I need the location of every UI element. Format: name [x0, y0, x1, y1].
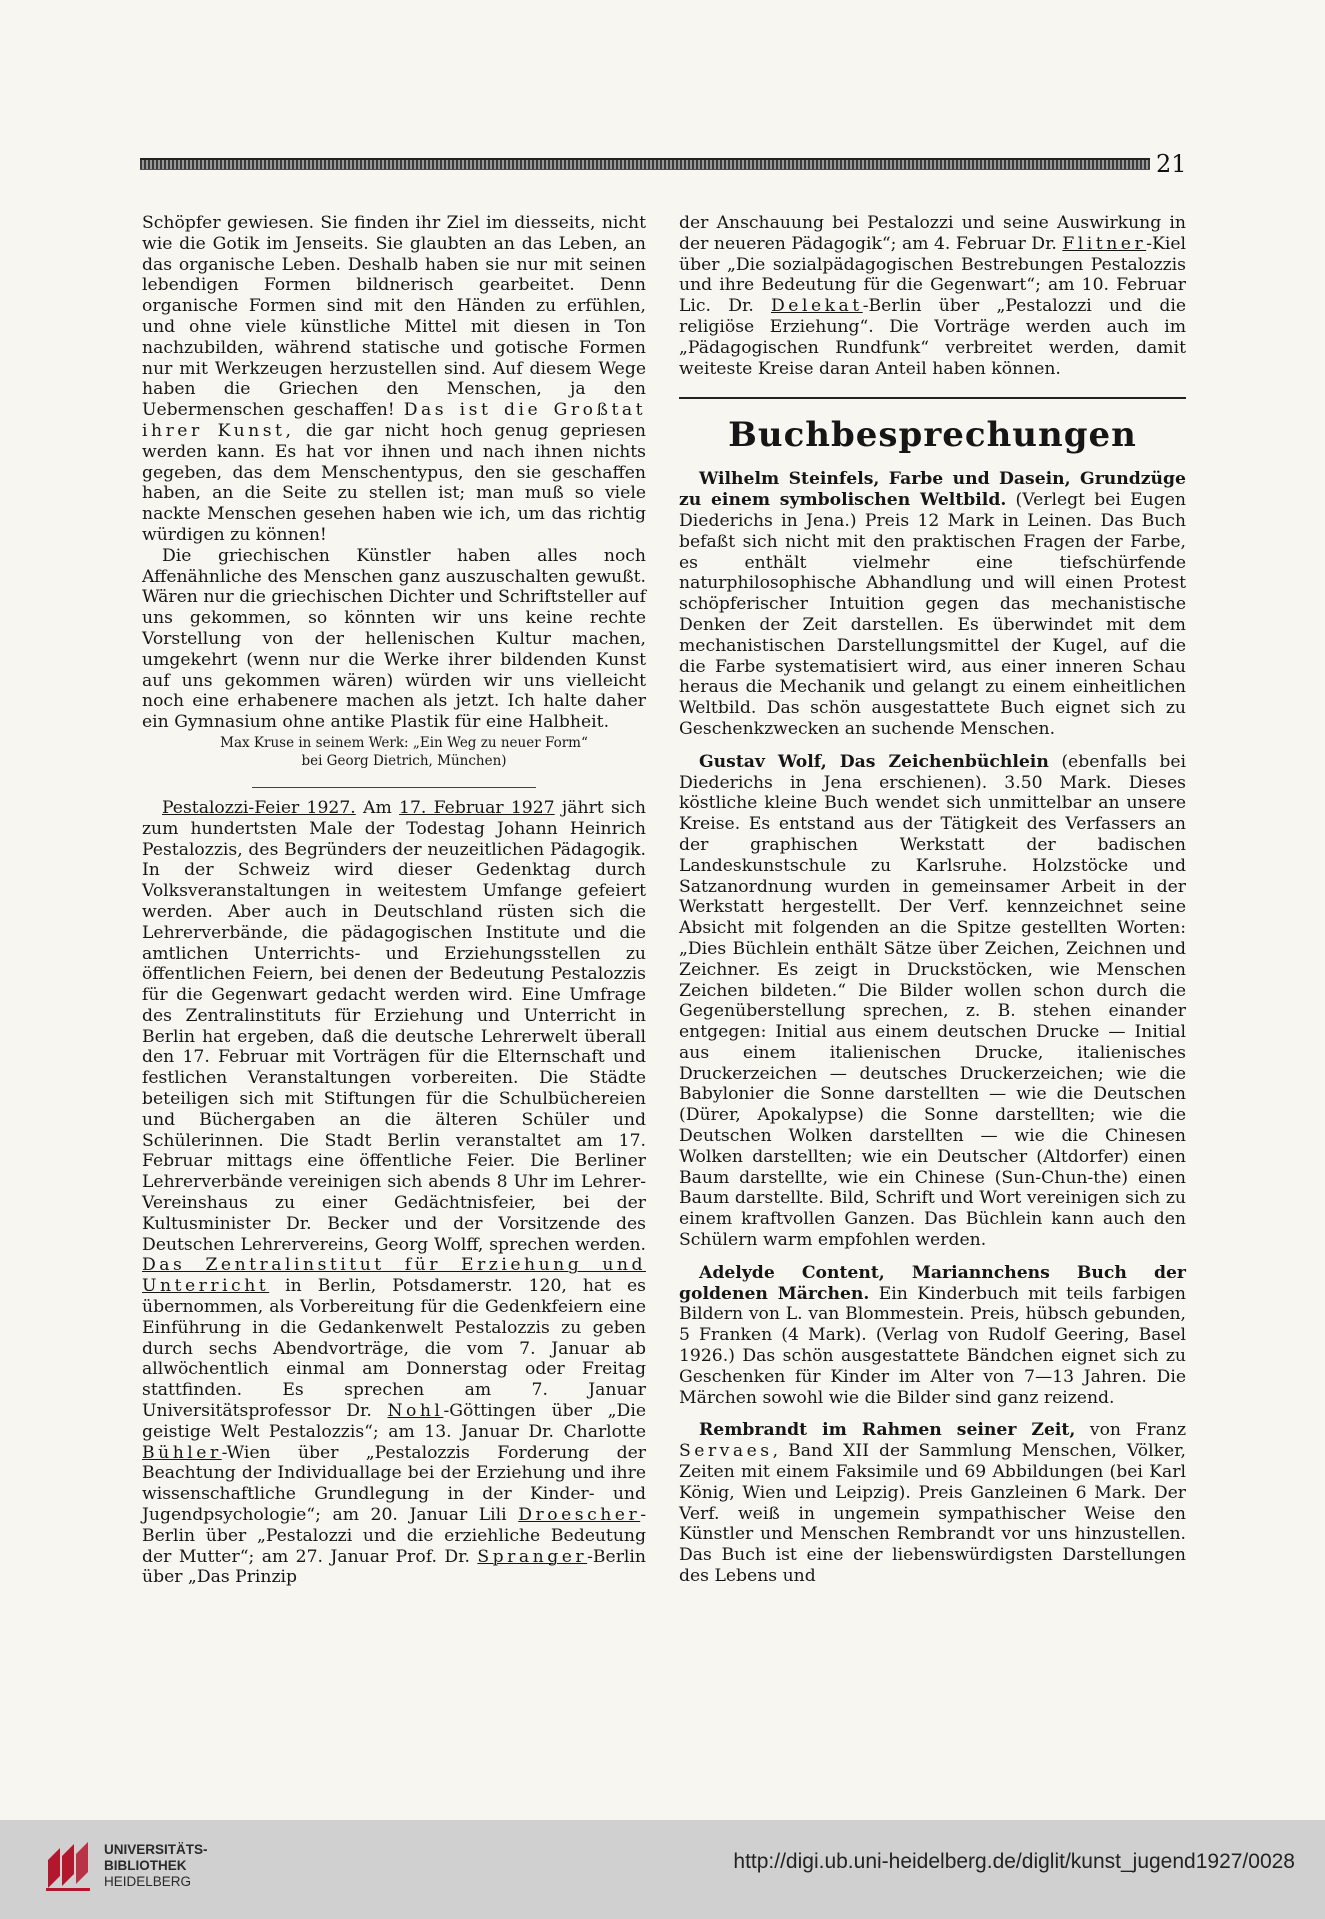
review-heading: Gustav Wolf, Das Zeichenbüchlein — [699, 751, 1049, 772]
source-url[interactable]: http://digi.ub.uni-heidelberg.de/diglit/kunst_jugend1927/0028 — [733, 1850, 1295, 1873]
right-column — [679, 213, 1186, 1599]
review-rembrandt — [679, 1420, 1186, 1586]
review-body: (ebenfalls bei Diederichs in Jena erschienen). 3.50 Mark. Dieses köstliche kleine Buch wendet sich unmittelbar an unsere Kreise. Es entstand aus der Tätigkeit des Verfassers an der graphischen Werkstatt der badischen Landeskunstschule zu Karlsruhe. Holzstöcke und Satzanordnung wurden in gemeinsamer Arbeit in der Werkstatt hergestellt. Der Verf. kennzeichnet seine Absicht mit folgenden an die Spitze gestellten Worten: „Dies Büchlein enthält Sätze über Zeichen, Zeichnen und Zeichner. Es zeigt in Druckstöcken, wie Menschen Zeichen bildeten.“ Die Bilder wollen schon durch die Gegenüberstellung sprechen, z. B. stehen einander entgegen: Initial aus einem deutschen Drucke — Initial aus einem italienischen Drucke, italienisches Druckerzeichen — deutsches Druckerzeichen; wie die Babylonier die Sonne darstellten — wie die Deutschen (Dürer, Apokalypse) die Sonne darstellten; wie die Deutschen Wolken darstellten — wie die Chinesen Wolken darstellten; wie ein Deutscher (Altdorfer) einen Baum darstellte, wie ein Chinese (Sun-Chun-the) einen Baum darstellte. Bild, Schrift und Wort vereinigen sich zu einem kraftvollen Ganzen. Das Büchlein kann auch den Schülern warm empfohlen werden. — [679, 751, 1186, 1251]
text: Schöpfer gewiesen. Sie finden ihr Ziel im diesseits, nicht wie die Gotik im Jenseits. Sie glaubten an das Leben, an das organische Leben. Deshalb haben sie nur mit seinen lebendigen Formen bildnerisch gearbeitet. Denn organische Formen sind mit den Händen zu erfühlen, und ohne viele künstliche Mittel mit diesen in Ton nachzubilden, während statische und gotische Formen nur mit Werkzeugen herzustellen sind. Auf diesem Wege haben die Griechen den Menschen, ja den Uebermenschen geschaffen! — [142, 213, 646, 421]
source-citation-line1: Max Kruse in seinem Werk: „Ein Weg zu neuer Form“ — [220, 734, 588, 751]
paragraph-lectures-continued — [679, 213, 1186, 379]
spaced-emphasis: Das ist die Großtat ihrer Kunst, — [142, 400, 647, 441]
source-citation-line2: bei Georg Dietrich, München) — [301, 752, 507, 769]
speaker-name: Bühler — [142, 1442, 222, 1463]
page-number: 21 — [1156, 150, 1187, 178]
underlined-institute: Das Zentralinstitut für Erziehung und Unterricht — [142, 1255, 646, 1297]
text: von Franz — [1089, 1420, 1186, 1441]
text: -Wien über „Pestalozzis Forderung der Beachtung der Individuallage bei der Erziehung und ihre wissenschaftliche Grundlegung in der Kinder- und Jugendpsychologie“; am 20. Januar Lili — [142, 1442, 646, 1526]
review-steinfels — [679, 469, 1186, 739]
section-divider — [679, 397, 1186, 399]
header-rule — [140, 158, 1150, 170]
library-logo-icon — [44, 1840, 94, 1892]
divider — [252, 787, 536, 788]
text: die gar nicht hoch genug gepriesen werden kann. Es hat vor ihnen und nach ihnen nichts gegeben, das dem Menschentypus, den sie geschaffen haben, an die Seite zu stellen ist; man muß so viele nackte Menschen gesehen haben wie ich, um das richtig würdigen zu können! — [142, 420, 646, 545]
review-body: , Band XII der Sammlung Menschen, Völker, Zeiten mit einem Faksimile und 69 Abbildungen (bei Karl König, Wien und Leipzig). Preis Ganzleinen 6 Mark. Der Verf. weiß in ungemein sympathischer Weise den Künstler und Menschen Rembrandt vor uns hinzustellen. Das Buch ist eine der liebenswürdigsten Darstellungen des Lebens und — [679, 1441, 1186, 1587]
author-name: Servaes — [679, 1441, 773, 1462]
text: -Berlin über „Pestalozzi und die religiöse Erziehung“. Die Vorträge werden auch im „Pädagogischen Rundfunk“ verbreitet werden, damit weiteste Kreise daran Anteil haben können. — [679, 296, 1186, 379]
speaker-name: Nohl — [387, 1401, 444, 1422]
footer-bar — [0, 1820, 1325, 1919]
speaker-name: Delekat — [771, 296, 863, 317]
review-heading: Rembrandt im Rahmen seiner Zeit, — [699, 1420, 1076, 1441]
logo-line: BIBLIOTHEK — [104, 1858, 187, 1873]
speaker-name: Spranger — [477, 1546, 588, 1567]
text: der Anschauung bei Pestalozzi und seine Auswirkung in der neueren Pädagogik“; am 4. Februar Dr. — [679, 213, 1186, 254]
text: Am — [363, 797, 392, 818]
text: -Berlin über „Das Prinzip — [142, 1546, 646, 1588]
library-logo-text — [104, 1842, 208, 1890]
review-heading: Adelyde Content, Mariannchens Buch der goldenen Märchen. — [679, 1262, 1186, 1304]
text: -Berlin über „Pestalozzi und die erziehliche Bedeutung der Mutter“; am 27. Januar Prof. Dr. — [142, 1505, 646, 1567]
review-wolf — [679, 752, 1186, 1251]
review-body: Ein Kinderbuch mit teils farbigen Bildern von L. van Blommestein. Preis, hübsch gebunden, 5 Franken (4 Mark). (Verlag von Rudolf Geering, Basel 1926.) Das schön ausgestattete Bändchen eignet sich zu Geschenken für Kinder im Alter von 7—13 Jahren. Die Märchen sowohl wie die Bilder sind ganz reizend. — [679, 1283, 1186, 1408]
paragraph-greek-artists: Die griechischen Künstler haben alles noch Affenähnliche des Menschen ganz auszuschalten gewußt. Wären nur die griechischen Dichter und Schriftsteller auf uns gekommen, so könnten wir uns keine rechte Vorstellung von der hellenischen Kultur machen, umgekehrt (wenn nur die Werke ihrer bildenden Kunst auf uns gekommen wären) würden wir uns vielleicht noch eine erhabenere machen als jetzt. Ich halte daher ein Gymnasium ohne antike Plastik für eine Halbheit. — [142, 545, 646, 733]
text: in Berlin, Potsdamerstr. 120, hat es übernommen, als Vorbereitung für die Gedenkfeiern eine Einführung in die Gedankenwelt Pestalozzis zu geben durch sechs Abendvorträge, die vom 7. Januar ab allwöchentlich einmal am Donnerstag oder Freitag stattfinden. Es sprechen am 7. Januar Universitätsprofessor Dr. — [142, 1276, 647, 1422]
text: -Göttingen über „Die geistige Welt Pestalozzis“; am 13. Januar Dr. Charlotte — [142, 1401, 646, 1442]
article-title: Pestalozzi-Feier 1927. — [162, 797, 356, 818]
left-column — [142, 213, 646, 1588]
review-body: (Verlegt bei Eugen Diederichs in Jena.) Preis 12 Mark in Leinen. Das Buch befaßt sich nicht mit den praktischen Fragen der Farbe, es enthält vielmehr eine tiefschürfende naturphilosophische Abhandlung und will einen Protest schöpferischer Intuition gegen das mechanistische Denken der Zeit darstellen. Es überwindet mit dem mechanistischen Darstellungsmittel der Kugel, auf die die Farbe systematisiert wird, aus einer inneren Schau heraus die Mechanik und gelangt zu einem einheitlichen Weltbild. Das schön ausgestattete Buch eignet sich zu Geschenkzwecken an suchende Menschen. — [679, 490, 1186, 739]
speaker-name: Droescher — [518, 1505, 641, 1526]
logo-line: HEIDELBERG — [104, 1874, 192, 1889]
section-title: Buchbesprechungen — [728, 415, 1137, 456]
speaker-name: Flitner — [1062, 233, 1147, 254]
paragraph-greek-art — [142, 213, 646, 546]
text: -Kiel über „Die sozialpädagogischen Bestrebungen Pestalozzis und ihre Bedeutung für die Gegenwart“; am 10. Februar Lic. Dr. — [679, 233, 1186, 317]
review-heading: Wilhelm Steinfels, Farbe und Dasein, Grundzüge zu einem symbolischen Weltbild. — [679, 469, 1186, 511]
logo-line: UNIVERSITÄTS- — [104, 1842, 208, 1857]
paragraph-pestalozzi-feier — [142, 798, 646, 1588]
text: jährt sich zum hundertsten Male der Todestag Johann Heinrich Pestalozzis, des Begründers der neuzeitlichen Pädagogik. In der Schweiz wird dieser Gedenktag durch Volksveranstaltungen in weitestem Umfange gefeiert werden. Aber auch in Deutschland rüsten sich die Lehrerverbände, die pädagogischen Institute und die amtlichen Unterrichts- und Erziehungsstellen zu öffentlichen Feiern, bei denen der Bedeutung Pestalozzis für die Gegenwart gedacht werden wird. Eine Umfrage des Zentralinstituts für Erziehung und Unterricht in Berlin hat ergeben, daß die deutsche Lehrerwelt überall den 17. Februar mit Vorträgen für die Elternschaft und festlichen Veranstaltungen vorbereiten. Die Städte beteiligen sich mit Stiftungen für die Schulbüchereien und Büchergaben an die älteren Schüler und Schülerinnen. Die Stadt Berlin veranstaltet am 17. Februar mittags eine öffentliche Feier. Die Berliner Lehrerverbände vereinigen sich abends 8 Uhr im Lehrer-Vereinshaus zu einer Gedächtnisfeier, bei der Kultusminister Dr. Becker und der Vorsitzende des Deutschen Lehrervereins, Georg Wolff, sprechen werden. — [142, 797, 646, 1255]
underlined-date: 17. Februar 1927 — [399, 797, 555, 818]
review-content — [679, 1263, 1186, 1409]
